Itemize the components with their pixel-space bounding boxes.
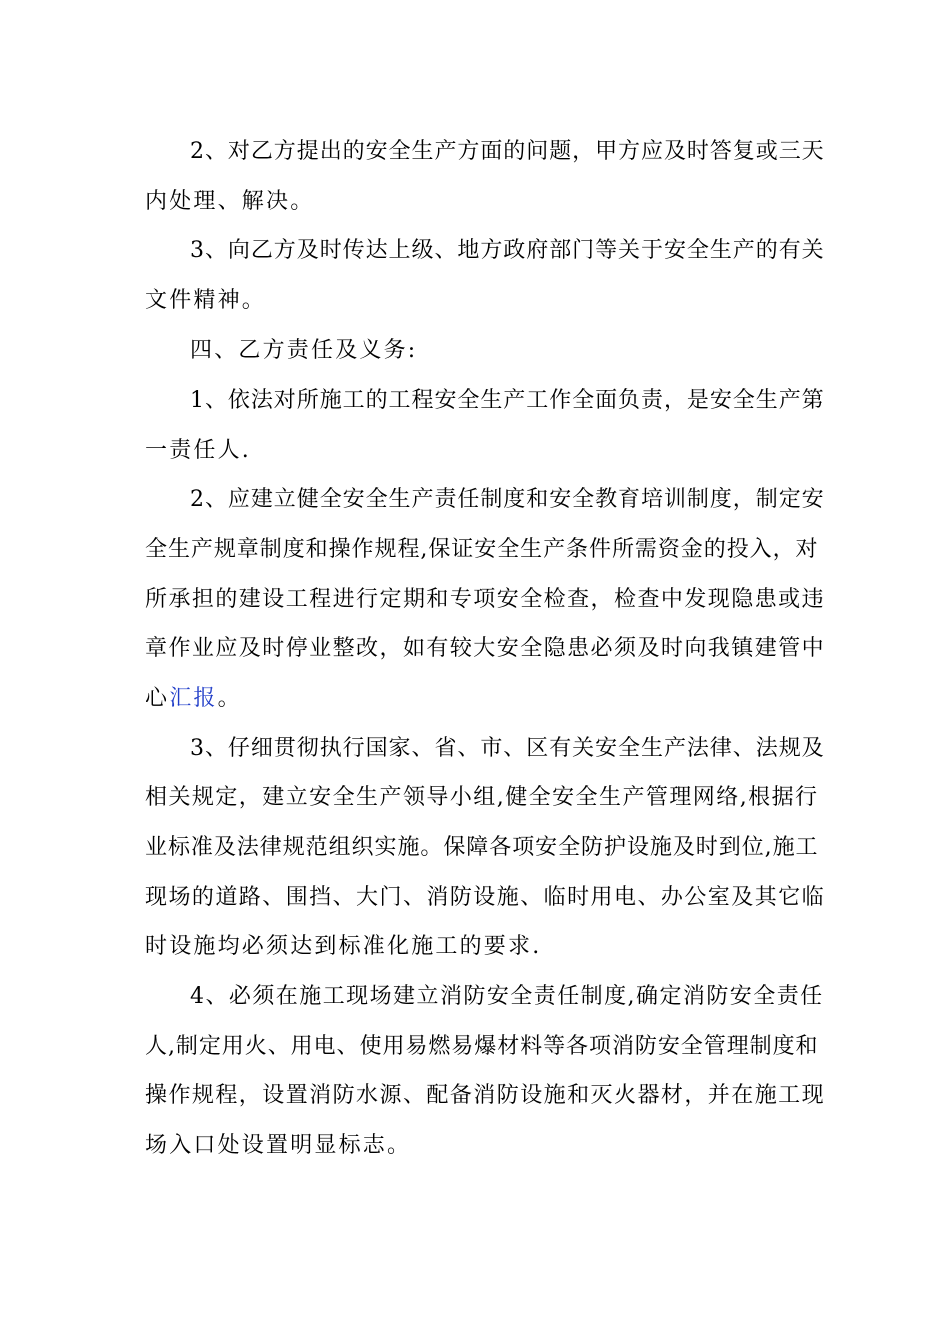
paragraph-line: 文件精神。 <box>145 288 267 313</box>
paragraph-line: 2、应建立健全安全生产责任制度和安全教育培训制度，制定安 <box>190 487 825 512</box>
paragraph-line: 全生产规章制度和操作规程,保证安全生产条件所需资金的投入，对 <box>145 537 819 562</box>
paragraph-line: 内处理、解决。 <box>145 189 315 214</box>
paragraph-line: 人,制定用火、用电、使用易燃易爆材料等各项消防安全管理制度和 <box>145 1034 819 1059</box>
paragraph-line: 1、依法对所施工的工程安全生产工作全面负责，是安全生产第 <box>190 388 825 413</box>
section-heading: 四、乙方责任及义务: <box>190 338 418 363</box>
paragraph-line: 一责任人. <box>145 438 251 463</box>
paragraph-line: 相关规定，建立安全生产领导小组,健全安全生产管理网络,根据行 <box>145 785 819 810</box>
paragraph-line: 业标准及法律规范组织实施。保障各项安全防护设施及时到位,施工 <box>145 835 819 860</box>
paragraph-line: 4、必须在施工现场建立消防安全责任制度,确定消防安全责任 <box>190 984 824 1009</box>
paragraph-line: 2、对乙方提出的安全生产方面的问题，甲方应及时答复或三天 <box>190 139 825 164</box>
line-prefix: 心 <box>145 686 170 711</box>
paragraph-line: 时设施均必须达到标准化施工的要求. <box>145 934 542 959</box>
paragraph-line: 现场的道路、围挡、大门、消防设施、临时用电、办公室及其它临 <box>145 885 826 910</box>
paragraph-line: 场入口处设置明显标志。 <box>145 1133 412 1158</box>
paragraph-line: 章作业应及时停业整改，如有较大安全隐患必须及时向我镇建管中 <box>145 636 826 661</box>
line-suffix: 。 <box>217 686 242 711</box>
paragraph-line: 所承担的建设工程进行定期和专项安全检查，检查中发现隐患或违 <box>145 587 826 612</box>
paragraph-line: 操作规程，设置消防水源、配备消防设施和灭火器材，并在施工现 <box>145 1083 826 1108</box>
paragraph-line: 3、仔细贯彻执行国家、省、市、区有关安全生产法律、法规及 <box>190 736 825 761</box>
report-link[interactable]: 汇报 <box>169 686 218 711</box>
paragraph-line <box>145 684 825 714</box>
paragraph-line: 3、向乙方及时传达上级、地方政府部门等关于安全生产的有关 <box>190 238 825 263</box>
